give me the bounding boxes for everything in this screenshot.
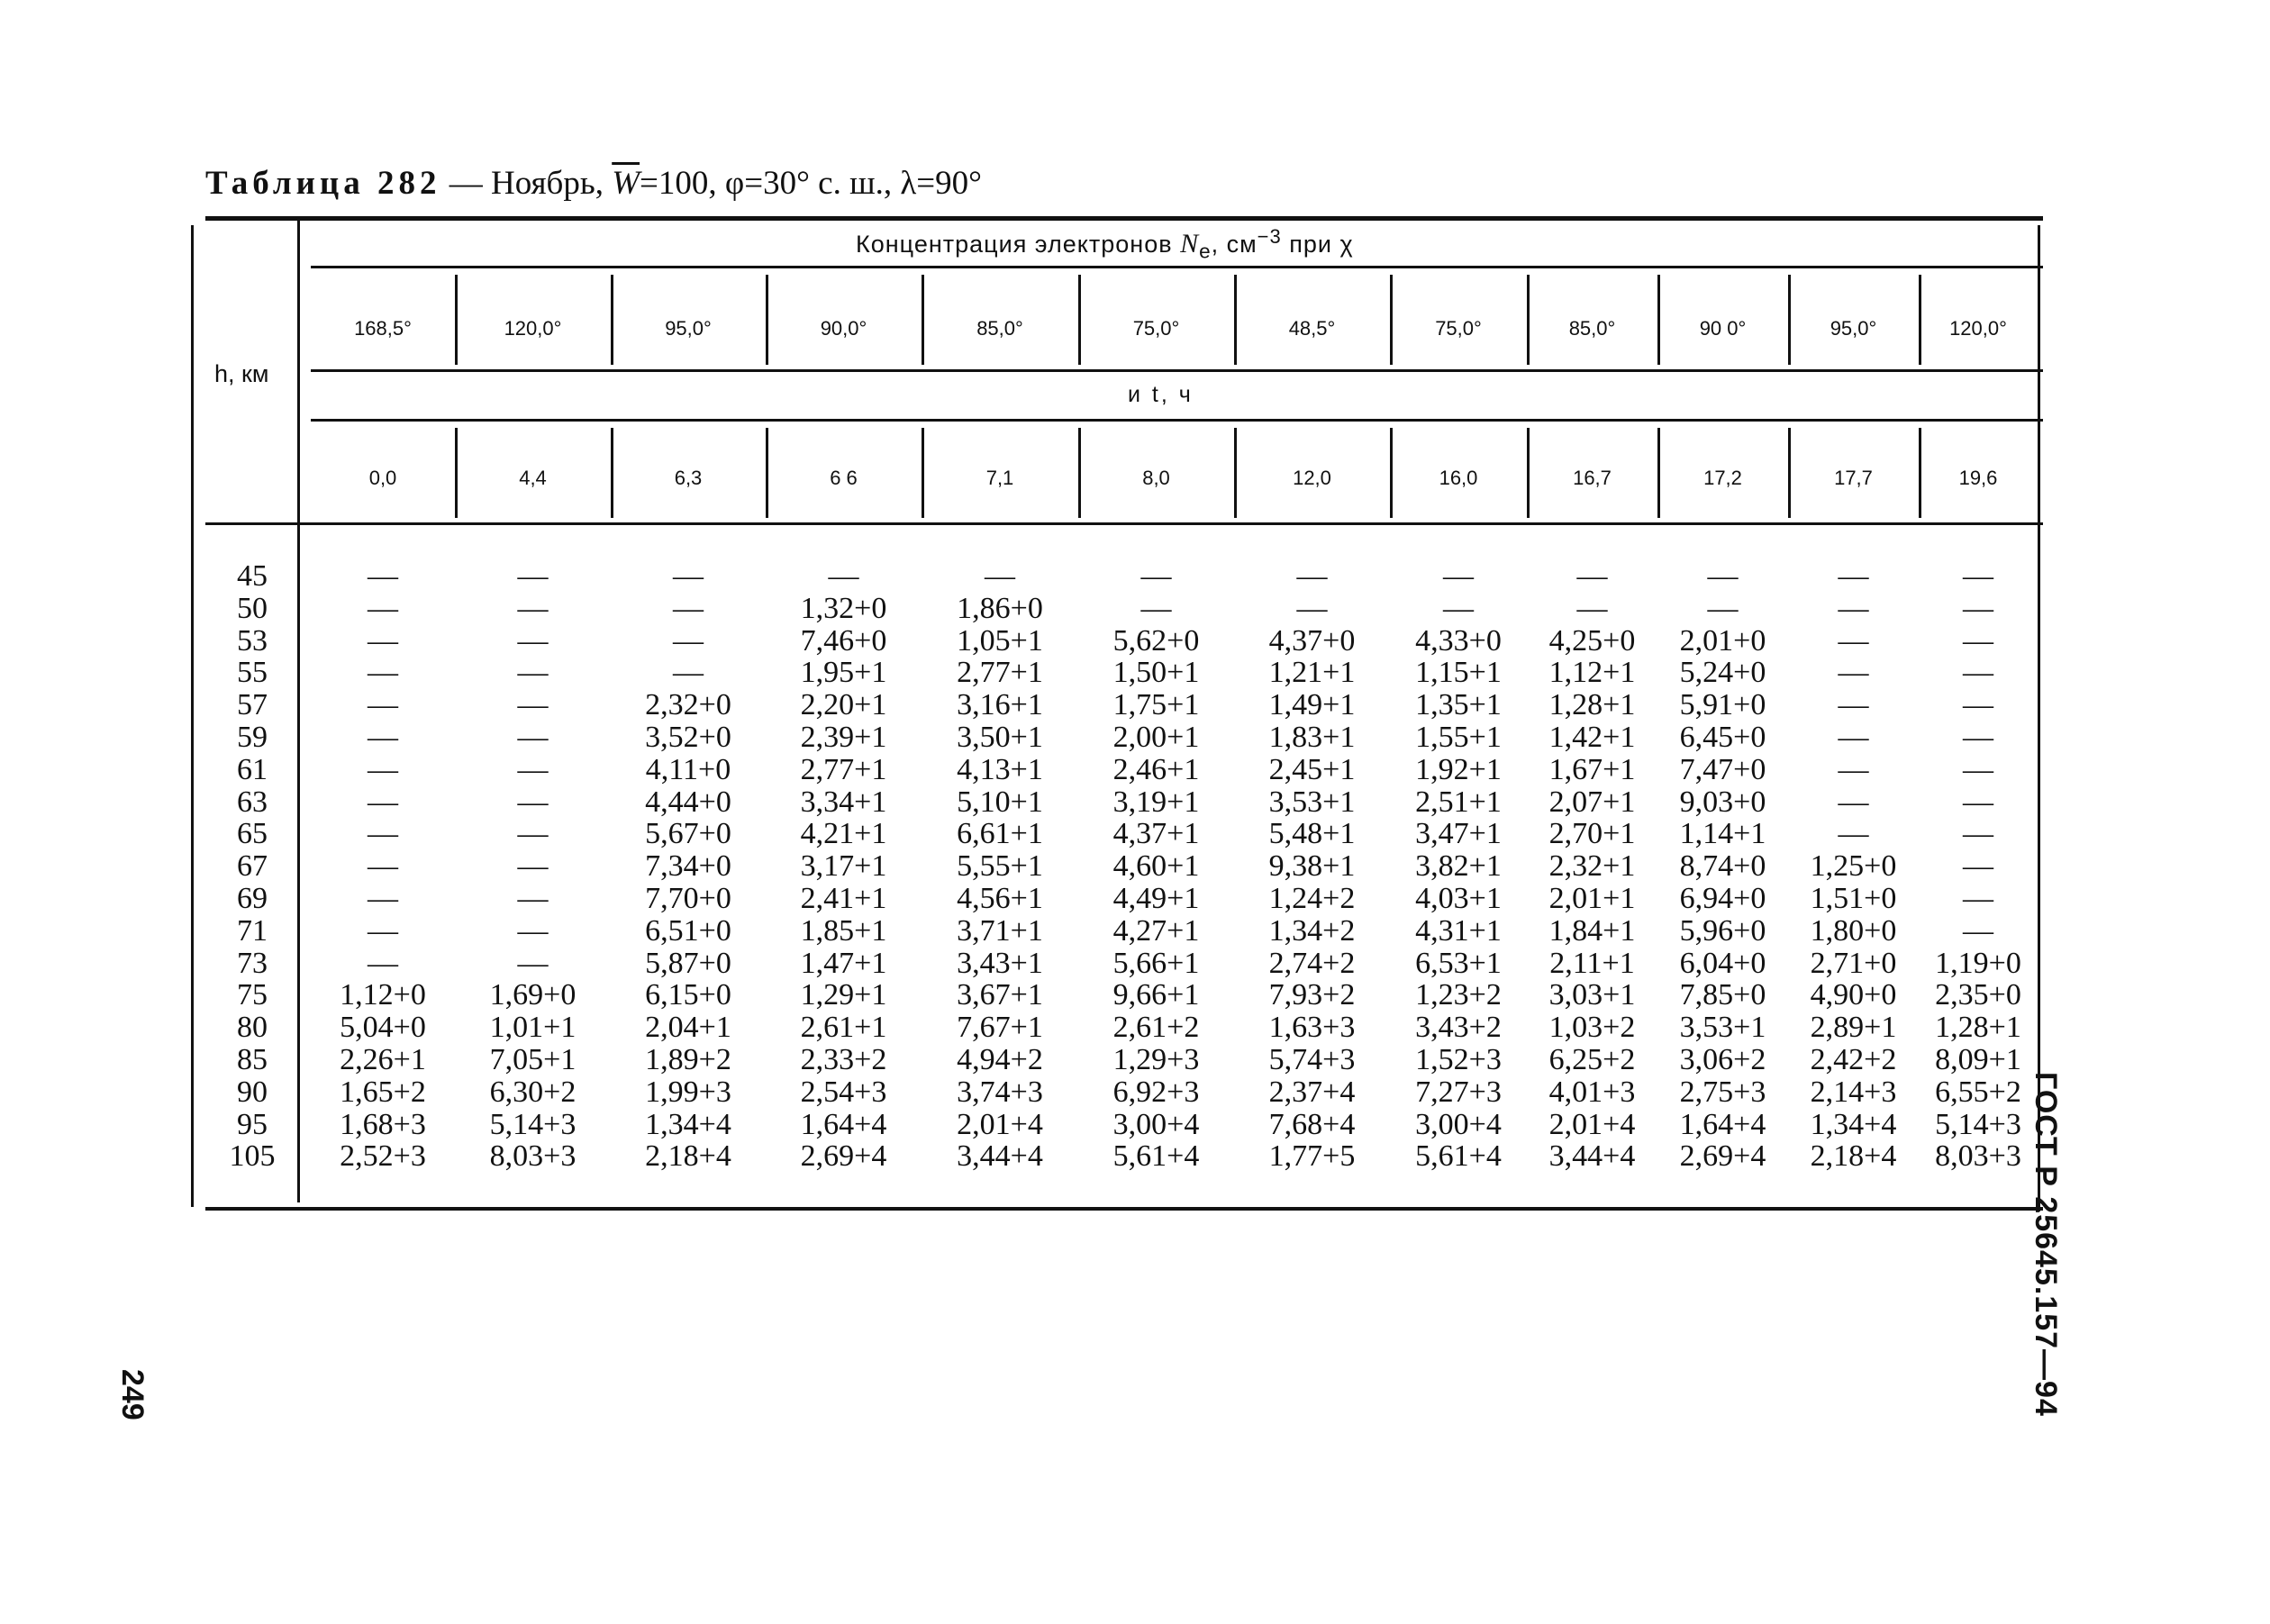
concentration-cell: 3,67+1 (957, 978, 1043, 1012)
height-cell: 63 (237, 785, 268, 819)
concentration-cell: 2,37+4 (1268, 1075, 1356, 1109)
time-subheader: и t, ч (1128, 382, 1194, 407)
concentration-cell: 1,92+1 (1415, 752, 1502, 786)
concentration-cell: 9,66+1 (1112, 978, 1200, 1012)
concentration-cell: 1,05+1 (957, 623, 1043, 658)
concentration-cell: 2,33+2 (800, 1043, 887, 1076)
concentration-cell: — (368, 688, 398, 722)
concentration-cell: 1,24+2 (1268, 882, 1356, 915)
concentration-cell: 1,50+1 (1112, 656, 1200, 690)
concentration-cell: 1,35+1 (1415, 688, 1502, 722)
concentration-cell: 2,61+2 (1112, 1011, 1200, 1045)
concentration-cell: 4,27+1 (1112, 913, 1200, 948)
concentration-cell: 4,01+3 (1548, 1075, 1636, 1109)
concentration-cell: 2,69+4 (1679, 1139, 1766, 1174)
concentration-cell: — (517, 882, 549, 915)
concentration-cell: 1,42+1 (1548, 721, 1636, 754)
concentration-cell: 1,64+4 (800, 1107, 887, 1141)
concentration-cell: — (1576, 591, 1608, 625)
concentration-cell: 2,35+0 (1935, 978, 2021, 1012)
concentration-cell: — (1963, 688, 1993, 722)
concentration-cell: 8,09+1 (1935, 1043, 2021, 1076)
concentration-cell: 1,84+1 (1548, 913, 1636, 948)
concentration-cell: 1,95+1 (800, 656, 887, 690)
concentration-cell: 4,60+1 (1112, 849, 1200, 884)
concentration-cell: 1,69+0 (489, 978, 577, 1012)
height-cell: 67 (237, 849, 268, 884)
concentration-cell: 3,53+1 (1268, 785, 1356, 819)
height-cell: 73 (237, 946, 268, 980)
concentration-cell: — (673, 656, 704, 690)
header-bottom-rule (205, 522, 2043, 525)
concentration-cell: 3,43+2 (1415, 1011, 1502, 1045)
concentration-cell: — (368, 559, 398, 593)
concentration-cell: — (1140, 591, 1172, 625)
concentration-cell: 5,24+0 (1679, 656, 1766, 690)
header-rule-2 (311, 369, 2043, 372)
concentration-cell: 1,51+0 (1810, 882, 1897, 915)
page-number: 249 (115, 1369, 150, 1420)
concentration-cell: 1,29+1 (800, 978, 887, 1012)
height-header: h, км (214, 360, 269, 387)
concentration-cell: 5,62+0 (1112, 623, 1200, 658)
concentration-cell: — (673, 623, 704, 658)
caption-parameters: =100, φ=30° с. ш., λ=90° (640, 165, 982, 202)
concentration-cell: 2,46+1 (1112, 752, 1200, 786)
concentration-cell: 3,19+1 (1112, 785, 1200, 819)
height-cell: 50 (237, 591, 268, 625)
height-cell: 55 (237, 656, 268, 690)
concentration-cell: 1,85+1 (800, 913, 887, 948)
concentration-cell: 5,67+0 (645, 817, 731, 851)
concentration-cell: — (1963, 591, 1993, 625)
concentration-cell: 2,14+3 (1810, 1075, 1897, 1109)
time-header: 6 6 (830, 467, 858, 489)
concentration-cell: 6,53+1 (1415, 946, 1502, 980)
concentration-cell: 6,04+0 (1679, 946, 1766, 980)
concentration-cell: 8,03+3 (489, 1139, 577, 1174)
concentration-cell: 1,83+1 (1268, 721, 1356, 754)
concentration-cell: — (368, 721, 398, 754)
concentration-cell: 4,25+0 (1548, 623, 1636, 658)
concentration-cell: — (1707, 591, 1739, 625)
time-header: 8,0 (1142, 467, 1170, 489)
concentration-cell: 5,87+0 (645, 946, 731, 980)
concentration-cell: — (517, 913, 549, 948)
height-cell: 45 (237, 559, 268, 593)
concentration-cell: 5,14+3 (489, 1107, 577, 1141)
time-header: 17,2 (1703, 467, 1742, 489)
concentration-cell: — (1963, 721, 1993, 754)
concentration-cell: — (1838, 752, 1869, 786)
concentration-cell: — (673, 591, 704, 625)
concentration-cell: 5,96+0 (1679, 913, 1766, 948)
concentration-cell: 1,15+1 (1415, 656, 1502, 690)
concentration-cell: — (1963, 785, 1993, 819)
concentration-cell: — (368, 656, 398, 690)
concentration-cell: 2,01+4 (957, 1107, 1043, 1141)
concentration-cell: 5,55+1 (957, 849, 1043, 884)
concentration-cell: — (828, 559, 859, 593)
concentration-cell: 1,01+1 (489, 1011, 577, 1045)
concentration-cell: 1,28+1 (1548, 688, 1636, 722)
concentration-cell: 2,18+4 (1810, 1139, 1897, 1174)
time-header: 17,7 (1834, 467, 1873, 489)
concentration-cell: — (368, 591, 398, 625)
time-header: 12,0 (1293, 467, 1331, 489)
zenith-angle-header: 75,0° (1132, 317, 1180, 340)
concentration-cell: 1,52+3 (1415, 1043, 1502, 1076)
concentration-cell: 4,44+0 (645, 785, 731, 819)
concentration-cell: 1,28+1 (1935, 1011, 2021, 1045)
zenith-angle-header: 48,5° (1288, 317, 1336, 340)
concentration-cell: 2,41+1 (800, 882, 887, 915)
concentration-cell: 5,61+4 (1415, 1139, 1502, 1174)
concentration-cell: 7,46+0 (800, 623, 887, 658)
concentration-cell: 9,03+0 (1679, 785, 1766, 819)
concentration-cell: 1,34+4 (645, 1107, 731, 1141)
concentration-cell: — (1838, 623, 1869, 658)
concentration-cell: 3,00+4 (1415, 1107, 1502, 1141)
header-title-symbol: N (1180, 229, 1200, 259)
height-cell: 95 (237, 1107, 268, 1141)
concentration-cell: 2,01+0 (1679, 623, 1766, 658)
caption-w-symbol: $\overline{W}$ (612, 165, 640, 202)
concentration-cell: 1,89+2 (645, 1043, 731, 1076)
concentration-cell: 5,48+1 (1268, 817, 1356, 851)
concentration-cell: 1,67+1 (1548, 752, 1636, 786)
concentration-cell: — (1838, 591, 1869, 625)
concentration-cell: — (517, 591, 549, 625)
concentration-cell: 6,51+0 (645, 913, 731, 948)
concentration-cell: 1,12+1 (1548, 656, 1636, 690)
concentration-cell: — (517, 721, 549, 754)
concentration-cell: — (1838, 656, 1869, 690)
concentration-cell: — (1838, 817, 1869, 851)
concentration-cell: 1,34+4 (1810, 1107, 1897, 1141)
concentration-cell: 6,94+0 (1679, 882, 1766, 915)
concentration-cell: — (517, 946, 549, 980)
concentration-cell: 2,61+1 (800, 1011, 887, 1045)
concentration-cell: 3,82+1 (1415, 849, 1502, 884)
concentration-cell: 3,44+4 (957, 1139, 1043, 1174)
concentration-cell: 2,54+3 (800, 1075, 887, 1109)
concentration-cell: 7,67+1 (957, 1011, 1043, 1045)
concentration-cell: 6,15+0 (645, 978, 731, 1012)
concentration-cell: — (1707, 559, 1739, 593)
time-header: 16,7 (1573, 467, 1612, 489)
concentration-cell: 8,03+3 (1935, 1139, 2021, 1174)
concentration-cell: 3,50+1 (957, 721, 1043, 754)
concentration-cell: 2,18+4 (645, 1139, 731, 1174)
concentration-cell: 1,55+1 (1415, 721, 1502, 754)
concentration-cell: — (1963, 913, 1993, 948)
header-title-exp: −3 (1257, 225, 1282, 248)
concentration-cell: — (1963, 656, 1993, 690)
header-title-prefix: Концентрация электронов (856, 231, 1181, 258)
height-cell: 80 (237, 1011, 268, 1045)
concentration-cell: 4,31+1 (1415, 913, 1502, 948)
height-cell: 105 (229, 1139, 276, 1174)
concentration-cell: 7,85+0 (1679, 978, 1766, 1012)
concentration-cell: 7,34+0 (645, 849, 731, 884)
concentration-cell: — (517, 623, 549, 658)
concentration-cell: 3,00+4 (1112, 1107, 1200, 1141)
concentration-cell: 4,94+2 (957, 1043, 1043, 1076)
concentration-cell: 3,71+1 (957, 913, 1043, 948)
concentration-cell: 2,45+1 (1268, 752, 1356, 786)
concentration-cell: — (517, 849, 549, 884)
concentration-cell: 2,01+4 (1548, 1107, 1636, 1141)
concentration-cell: 4,11+0 (645, 752, 731, 786)
height-cell: 57 (237, 688, 268, 722)
concentration-cell: 3,43+1 (957, 946, 1043, 980)
concentration-cell: 6,55+2 (1935, 1075, 2021, 1109)
zenith-angle-header: 90,0° (820, 317, 867, 340)
concentration-cell: 3,03+1 (1548, 978, 1636, 1012)
concentration-cell: — (368, 849, 398, 884)
concentration-cell: 2,39+1 (800, 721, 887, 754)
concentration-cell: 5,66+1 (1112, 946, 1200, 980)
concentration-cell: 1,32+0 (800, 591, 887, 625)
concentration-cell: 1,65+2 (340, 1075, 426, 1109)
concentration-cell: 4,37+1 (1112, 817, 1200, 851)
concentration-cell: — (517, 656, 549, 690)
concentration-cell: 6,25+2 (1548, 1043, 1636, 1076)
concentration-cell: 7,47+0 (1679, 752, 1766, 786)
concentration-cell: 1,80+0 (1810, 913, 1897, 948)
zenith-angle-header: 120,0° (504, 317, 562, 340)
concentration-cell: 3,34+1 (800, 785, 887, 819)
zenith-angle-header: 95,0° (1830, 317, 1877, 340)
concentration-cell: 1,63+3 (1268, 1011, 1356, 1045)
concentration-cell: 2,32+1 (1548, 849, 1636, 884)
concentration-cell: 6,92+3 (1112, 1075, 1200, 1109)
concentration-cell: — (1838, 785, 1869, 819)
concentration-cell: — (1838, 559, 1869, 593)
concentration-cell: 1,23+2 (1415, 978, 1502, 1012)
concentration-cell: — (1140, 559, 1172, 593)
concentration-cell: 1,21+1 (1268, 656, 1356, 690)
concentration-cell: 3,17+1 (800, 849, 887, 884)
concentration-cell: 1,29+3 (1112, 1043, 1200, 1076)
time-header: 19,6 (1958, 467, 1998, 489)
concentration-cell: 7,70+0 (645, 882, 731, 915)
table-top-rule (205, 216, 2043, 221)
concentration-cell: — (368, 882, 398, 915)
concentration-cell: 1,75+1 (1112, 688, 1200, 722)
concentration-cell: — (1576, 559, 1608, 593)
height-cell: 65 (237, 817, 268, 851)
header-rule-1 (311, 266, 2043, 268)
concentration-cell: 5,61+4 (1112, 1139, 1200, 1174)
concentration-cell: — (1963, 849, 1993, 884)
zenith-angle-header: 95,0° (665, 317, 712, 340)
concentration-cell: 2,11+1 (1549, 946, 1635, 980)
concentration-cell: 9,38+1 (1268, 849, 1356, 884)
concentration-cell: 3,06+2 (1679, 1043, 1766, 1076)
height-cell: 75 (237, 978, 268, 1012)
concentration-cell: 1,86+0 (957, 591, 1043, 625)
concentration-cell: 2,69+4 (800, 1139, 887, 1174)
header-title (856, 225, 1354, 263)
concentration-cell: — (517, 785, 549, 819)
concentration-cell: 4,33+0 (1415, 623, 1502, 658)
table-caption (205, 164, 982, 203)
time-header: 7,1 (985, 467, 1014, 489)
concentration-cell: 1,34+2 (1268, 913, 1356, 948)
height-cell: 69 (237, 882, 268, 915)
concentration-cell: 2,32+0 (645, 688, 731, 722)
concentration-cell: 3,16+1 (957, 688, 1043, 722)
concentration-cell: 2,52+3 (340, 1139, 426, 1174)
standard-designation: ГОСТ Р 25645.157—94 (2029, 1072, 2063, 1417)
concentration-cell: 1,14+1 (1679, 817, 1766, 851)
zenith-angle-header: 85,0° (1568, 317, 1616, 340)
concentration-cell: — (517, 817, 549, 851)
height-cell: 71 (237, 913, 268, 948)
concentration-cell: — (368, 785, 398, 819)
concentration-cell: 4,37+0 (1268, 623, 1356, 658)
concentration-cell: 5,04+0 (340, 1011, 426, 1045)
concentration-cell: 7,68+4 (1268, 1107, 1356, 1141)
concentration-cell: — (517, 752, 549, 786)
table-left-border (191, 225, 194, 1207)
concentration-cell: 1,03+2 (1548, 1011, 1636, 1045)
concentration-cell: 5,91+0 (1679, 688, 1766, 722)
concentration-cell: — (368, 752, 398, 786)
concentration-cell: 4,56+1 (957, 882, 1043, 915)
concentration-cell: 6,61+1 (957, 817, 1043, 851)
concentration-cell: — (1443, 591, 1474, 625)
concentration-cell: 4,03+1 (1415, 882, 1502, 915)
height-cell: 90 (237, 1075, 268, 1109)
concentration-cell: 1,47+1 (800, 946, 887, 980)
concentration-cell: — (985, 559, 1015, 593)
header-title-sub: e (1199, 240, 1212, 263)
zenith-angle-header: 120,0° (1949, 317, 2007, 340)
time-header: 0,0 (368, 467, 397, 489)
table-bottom-rule (205, 1207, 2043, 1211)
concentration-cell: 2,00+1 (1112, 721, 1200, 754)
concentration-cell: 6,30+2 (489, 1075, 577, 1109)
height-column-divider (297, 221, 300, 1202)
concentration-cell: — (368, 817, 398, 851)
concentration-cell: — (1838, 688, 1869, 722)
concentration-cell: 2,07+1 (1548, 785, 1636, 819)
table-number: Таблица 282 (205, 165, 441, 202)
concentration-cell: 3,53+1 (1679, 1011, 1766, 1045)
concentration-cell: 5,74+3 (1268, 1043, 1356, 1076)
header-title-suffix: при χ (1281, 231, 1354, 258)
concentration-cell: 2,01+1 (1548, 882, 1636, 915)
concentration-cell: 2,74+2 (1268, 946, 1356, 980)
concentration-cell: 1,19+0 (1935, 946, 2021, 980)
concentration-cell: 1,49+1 (1268, 688, 1356, 722)
concentration-cell: 5,10+1 (957, 785, 1043, 819)
concentration-cell: — (1443, 559, 1474, 593)
concentration-cell: 7,27+3 (1415, 1075, 1502, 1109)
concentration-cell: 1,68+3 (340, 1107, 426, 1141)
zenith-angle-header: 168,5° (354, 317, 412, 340)
concentration-cell: 7,93+2 (1268, 978, 1356, 1012)
concentration-cell: 2,77+1 (800, 752, 887, 786)
height-cell: 61 (237, 752, 268, 786)
zenith-angle-header: 85,0° (976, 317, 1023, 340)
concentration-cell: — (1963, 817, 1993, 851)
concentration-cell: 3,47+1 (1415, 817, 1502, 851)
concentration-cell: 2,71+0 (1810, 946, 1897, 980)
concentration-cell: 1,99+3 (645, 1075, 731, 1109)
concentration-cell: 2,04+1 (645, 1011, 731, 1045)
concentration-cell: — (368, 913, 398, 948)
concentration-cell: 3,74+3 (957, 1075, 1043, 1109)
concentration-cell: 7,05+1 (489, 1043, 577, 1076)
concentration-cell: — (368, 623, 398, 658)
concentration-cell: 2,26+1 (340, 1043, 426, 1076)
concentration-cell: 1,25+0 (1810, 849, 1897, 884)
concentration-cell: — (1963, 752, 1993, 786)
height-cell: 59 (237, 721, 268, 754)
concentration-cell: 5,14+3 (1935, 1107, 2021, 1141)
concentration-cell: 2,77+1 (957, 656, 1043, 690)
concentration-cell: 4,13+1 (957, 752, 1043, 786)
concentration-cell: 6,45+0 (1679, 721, 1766, 754)
concentration-cell: 2,42+2 (1810, 1043, 1897, 1076)
concentration-cell: 4,90+0 (1810, 978, 1897, 1012)
concentration-cell: 3,52+0 (645, 721, 731, 754)
concentration-cell: — (368, 946, 398, 980)
concentration-cell: — (673, 559, 704, 593)
concentration-cell: — (1963, 882, 1993, 915)
concentration-cell: 2,51+1 (1415, 785, 1502, 819)
concentration-cell: 4,49+1 (1112, 882, 1200, 915)
concentration-cell: 1,77+5 (1268, 1139, 1356, 1174)
zenith-angle-header: 90 0° (1699, 317, 1747, 340)
time-header: 16,0 (1439, 467, 1478, 489)
height-cell: 53 (237, 623, 268, 658)
caption-month: — Ноябрь, (440, 165, 613, 202)
concentration-cell: 8,74+0 (1679, 849, 1766, 884)
concentration-cell: 4,21+1 (800, 817, 887, 851)
concentration-cell: — (1963, 623, 1993, 658)
header-title-unit: , см (1211, 231, 1258, 258)
time-header: 6,3 (674, 467, 703, 489)
concentration-cell: — (1296, 591, 1328, 625)
concentration-cell: 1,12+0 (340, 978, 426, 1012)
concentration-cell: 2,20+1 (800, 688, 887, 722)
concentration-cell: — (1838, 721, 1869, 754)
time-header: 4,4 (519, 467, 547, 489)
concentration-cell: 2,70+1 (1548, 817, 1636, 851)
height-cell: 85 (237, 1043, 268, 1076)
header-rule-3 (311, 419, 2043, 422)
concentration-cell: 2,75+3 (1679, 1075, 1766, 1109)
concentration-cell: — (1296, 559, 1328, 593)
concentration-cell: 3,44+4 (1548, 1139, 1636, 1174)
zenith-angle-header: 75,0° (1435, 317, 1482, 340)
concentration-cell: — (517, 688, 549, 722)
concentration-cell: 2,89+1 (1810, 1011, 1897, 1045)
concentration-cell: — (1963, 559, 1993, 593)
concentration-cell: 1,64+4 (1679, 1107, 1766, 1141)
concentration-cell: — (517, 559, 549, 593)
